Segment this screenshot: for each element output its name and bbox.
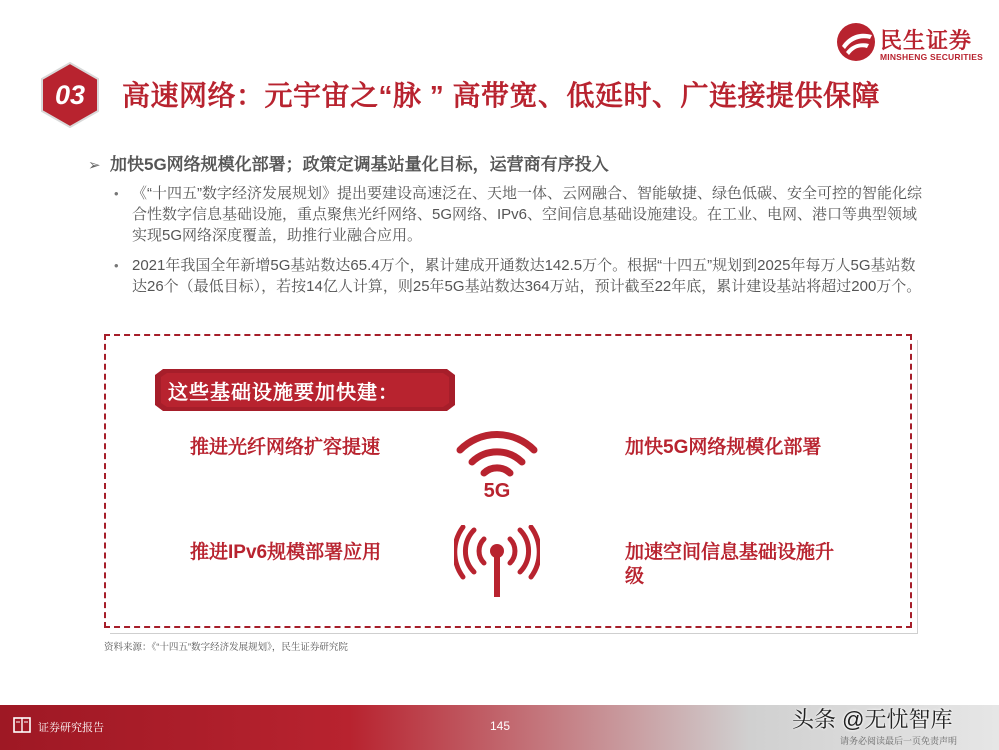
page-title: 高速网络：元宇宙之“脉 ” 高带宽、低延时、广连接提供保障 — [122, 80, 881, 111]
disclaimer: 请务必阅读最后一页免责声明 — [840, 736, 958, 746]
bullet-text: 《“十四五”数字经济发展规划》提出要建设高速泛在、天地一体、云网融合、智能敏捷、绿色低碳、安全可控的智能化综合性数字信息基础设施，重点聚焦光纤网络、5G网络、IPv6、空间信息基础设施建设。在工业、电网、港口等典型领域实现5G网络深度覆盖，助推行业融合应用。 — [132, 185, 922, 244]
banner-text: 这些基础设施要加快建： — [168, 382, 399, 404]
page-number: 145 — [489, 719, 511, 733]
bullet-text: 2021年我国全年新增5G基站数达65.4万个，累计建成开通数达142.5万个。根据“十四五”规划到2025年每万人5G基站数达26个（最低目标），若按14亿人计算，则25年5G基站数达364万站，预计截至22年底，累计建设基站将超过200万个。 — [132, 257, 922, 295]
brand-logo — [836, 22, 986, 68]
arrow-right-icon: ➢ — [88, 157, 101, 174]
watermark: 头条 @无忧智库 — [792, 707, 953, 732]
brand-name-cn: 民生证券 — [880, 28, 973, 53]
brand-name-en: MINSHENG SECURITIES — [880, 52, 983, 62]
sub-heading-text: 加快5G网络规模化部署；政策定调基站量化目标，运营商有序投入 — [110, 155, 609, 174]
minsheng-logo-icon — [836, 22, 876, 62]
wifi-5g-label: 5G — [483, 480, 511, 500]
book-icon — [13, 716, 31, 734]
footer-label: 证券研究报告 — [38, 722, 104, 734]
signal-antenna-icon — [454, 525, 540, 599]
section-number: 03 — [54, 80, 86, 110]
list-item — [108, 183, 928, 246]
wifi-5g-icon — [456, 424, 538, 500]
source-note: 资料来源：《“十四五”数字经济发展规划》，民生证券研究院 — [104, 642, 348, 653]
bullet-dot-icon: • — [114, 258, 119, 273]
bullet-list — [108, 183, 928, 306]
bullet-dot-icon: • — [114, 186, 119, 201]
item-5g-network: 加快5G网络规模化部署 — [625, 437, 822, 458]
item-ipv6: 推进IPv6规模部署应用 — [190, 542, 382, 563]
item-fiber-network: 推进光纤网络扩容提速 — [190, 437, 381, 458]
item-space-info: 加速空间信息基础设施升级 — [625, 542, 835, 587]
list-item — [108, 255, 928, 297]
sub-heading — [88, 150, 609, 175]
